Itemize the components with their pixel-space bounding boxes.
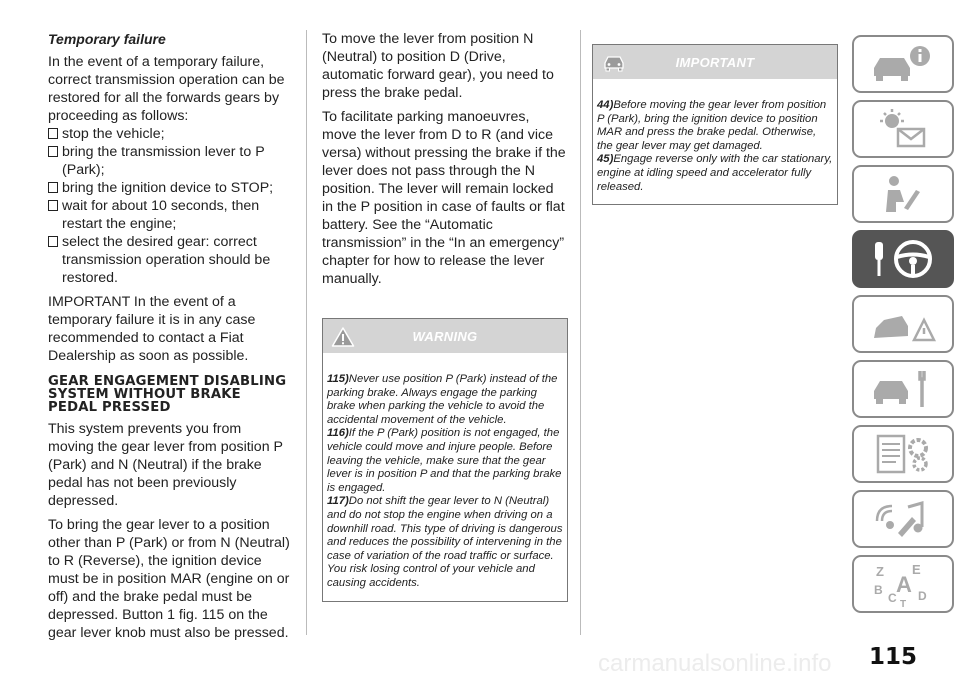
warning-lights-icon xyxy=(868,107,938,151)
column-1 xyxy=(48,30,290,642)
column-divider xyxy=(306,30,307,635)
important-title: IMPORTANT xyxy=(675,55,755,70)
lever-paragraph-2: To facilitate parking manoeuvres, move the lever from D to R (and vice versa) without pressing the brake if the lever does not pass through the N position. The lever will remain locked in the P position in case of faults or flat battery. See the “Automatic transmission” in the “In an emergency” chapter for how to release the lever manually. xyxy=(322,109,566,287)
svg-text:A: A xyxy=(896,572,912,597)
tab-technical-data[interactable] xyxy=(852,425,954,483)
important-box-header xyxy=(593,45,837,79)
important-note xyxy=(597,153,833,194)
tab-emergency[interactable] xyxy=(852,295,954,353)
car-maintenance-icon xyxy=(868,367,938,411)
note-number: 116) xyxy=(327,427,349,440)
car-info-icon xyxy=(868,42,938,86)
bullet-box-icon xyxy=(48,128,58,139)
note-text: Before moving the gear lever from position P (Park), bring the ignition device to position MAR and press the brake pedal. Otherwise, the gear lever may get damaged. xyxy=(597,99,827,152)
note-number: 117) xyxy=(327,495,349,508)
note-text: Do not shift the gear lever to N (Neutral) and do not stop the engine when driving on a downhill road. This type of driving is dangerous and reduces the possibility of intervening in the case of variation of the road traffic or surface. You risk losing control of your vehicle and causing accidents. xyxy=(327,495,563,589)
list-item xyxy=(48,233,290,287)
intro-paragraph: In the event of a temporary failure, correct transmission operation can be restored for all the forwards gears by proceeding as follows: xyxy=(48,54,285,124)
bullet-box-icon xyxy=(48,236,58,247)
note-number: 115) xyxy=(327,373,349,385)
tab-safety[interactable] xyxy=(852,165,954,223)
list-item xyxy=(48,143,290,179)
steering-wheel-key-icon xyxy=(865,236,941,282)
tab-maintenance[interactable] xyxy=(852,360,954,418)
note-text: Engage reverse only with the car stationary, engine at idling speed and accelerator fully released. xyxy=(597,153,833,193)
tab-index[interactable] xyxy=(852,555,954,613)
note-number: 44) xyxy=(597,99,614,111)
list-item-text: bring the ignition device to STOP; xyxy=(62,180,274,196)
list-item-text: select the desired gear: correct transmission operation should be restored. xyxy=(62,234,271,286)
column-3 xyxy=(592,30,838,205)
list-item-text: bring the transmission lever to P (Park); xyxy=(62,144,265,178)
svg-text:C: C xyxy=(888,591,897,605)
list-item-text: wait for about 10 seconds, then restart the engine; xyxy=(62,198,260,232)
note-text: If the P (Park) position is not engaged, the vehicle could move and injure people. Before leaving the vehicle, make sure that the gear lever is in position P and that the parking brake is engaged. xyxy=(327,427,562,494)
section-heading: GEAR ENGAGEMENT DISABLING SYSTEM WITHOUT BRAKE PEDAL PRESSED xyxy=(48,374,287,415)
list-item-text: stop the vehicle; xyxy=(62,126,165,142)
note-number: 45) xyxy=(597,153,614,166)
technical-data-icon xyxy=(868,432,938,476)
warning-note xyxy=(327,427,563,495)
tab-multimedia[interactable] xyxy=(852,490,954,548)
warning-box xyxy=(322,318,568,602)
tab-car-info[interactable] xyxy=(852,35,954,93)
bullet-box-icon xyxy=(48,200,58,211)
warning-box-header xyxy=(323,319,567,353)
column-2 xyxy=(322,30,568,602)
list-item xyxy=(48,197,290,233)
warning-note xyxy=(327,495,563,590)
warning-note xyxy=(327,373,563,427)
list-item xyxy=(48,179,290,197)
svg-text:E: E xyxy=(912,562,921,577)
system-paragraph-2: To bring the gear lever to a position other than P (Park) or from N (Neutral) to R (Reverse), the ignition device must be in position MAR (engine on or off) and the brake pedal must be depressed. Button 1 fig. 115 on the gear lever knob must also be pressed. xyxy=(48,517,290,641)
important-box-body xyxy=(593,79,837,204)
alphabetical-index-icon xyxy=(868,560,938,608)
page-number: 115 xyxy=(869,644,918,670)
note-text: Never use position P (Park) instead of the parking brake. Always engage the parking brake when parking the vehicle to avoid the accidental movement of the vehicle. xyxy=(327,373,558,426)
svg-text:D: D xyxy=(918,589,927,603)
warning-title: WARNING xyxy=(412,329,478,344)
tab-starting-driving[interactable] xyxy=(852,230,954,288)
important-box xyxy=(592,44,838,205)
list-item xyxy=(48,125,290,143)
bullet-box-icon xyxy=(48,182,58,193)
svg-text:T: T xyxy=(900,599,907,608)
svg-text:B: B xyxy=(874,583,883,597)
bullet-box-icon xyxy=(48,146,58,157)
watermark: carmanualsonline.info xyxy=(598,650,832,677)
svg-text:Z: Z xyxy=(876,564,884,579)
multimedia-icon xyxy=(868,497,938,541)
column-divider xyxy=(580,30,581,635)
subheading-temporary-failure: Temporary failure xyxy=(48,31,166,47)
important-note xyxy=(597,99,833,153)
important-paragraph: IMPORTANT In the event of a temporary failure it is in any case recommended to contact a Fiat Dealership as soon as possible. xyxy=(48,294,256,364)
system-paragraph-1: This system prevents you from moving the gear lever from position P (Park) and N (Neutral) if the brake pedal has not been previously depressed. xyxy=(48,421,283,509)
warning-box-body xyxy=(323,353,567,601)
chapter-tabs xyxy=(852,35,954,620)
procedure-list xyxy=(48,125,290,287)
safety-seat-icon xyxy=(868,172,938,216)
tab-warning-lights[interactable] xyxy=(852,100,954,158)
lever-paragraph-1: To move the lever from position N (Neutral) to position D (Drive, automatic forward gear), you need to press the brake pedal. xyxy=(322,31,554,101)
car-breakdown-icon xyxy=(868,302,938,346)
